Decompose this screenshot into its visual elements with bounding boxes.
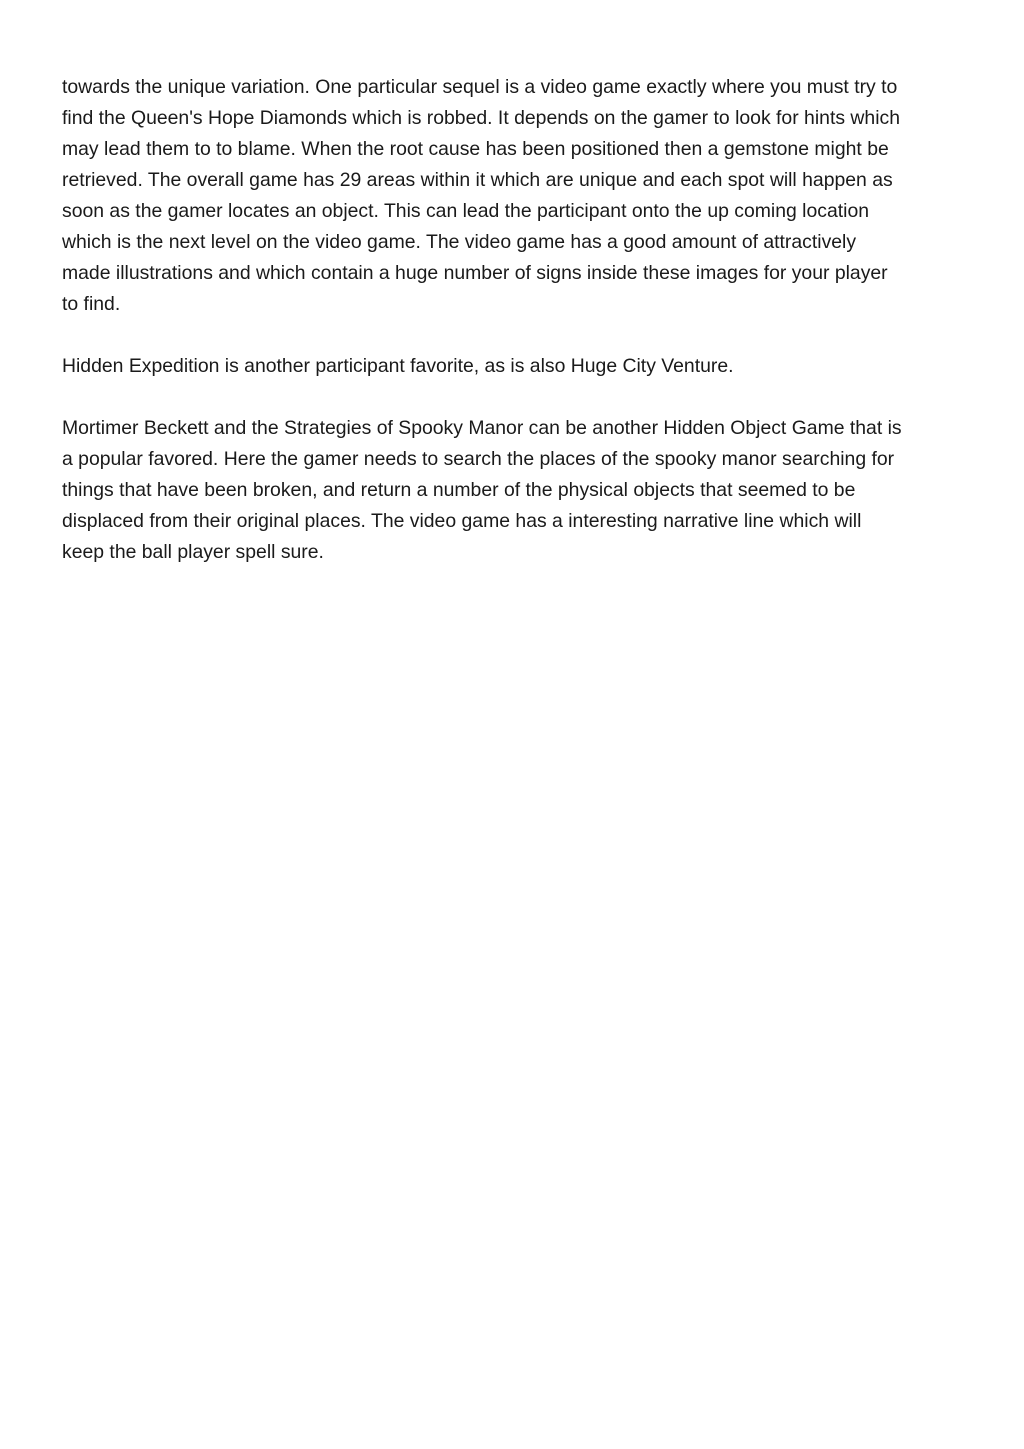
paragraph-line: displaced from their original places. The video game has a interesting narrative line which will xyxy=(62,510,862,532)
paragraph-line: a popular favored. Here the gamer needs to search the places of the spooky manor searching for xyxy=(62,448,895,470)
paragraph-line: Hidden Expedition is another participant favorite, as is also Huge City Venture. xyxy=(62,355,734,377)
paragraph-line: things that have been broken, and return a number of the physical objects that seemed to be xyxy=(62,479,856,501)
paragraph-line: which is the next level on the video game. The video game has a good amount of attractively xyxy=(62,231,857,253)
paragraph-2 xyxy=(62,351,962,382)
document-page xyxy=(62,72,962,599)
paragraph-line: made illustrations and which contain a huge number of signs inside these images for your player xyxy=(62,262,888,284)
paragraph-line: towards the unique variation. One particular sequel is a video game exactly where you must try to xyxy=(62,76,898,98)
paragraph-line: may lead them to to blame. When the root cause has been positioned then a gemstone might be xyxy=(62,138,889,160)
paragraph-line: soon as the gamer locates an object. This can lead the participant onto the up coming location xyxy=(62,200,870,222)
paragraph-line: find the Queen's Hope Diamonds which is robbed. It depends on the gamer to look for hints which xyxy=(62,107,900,129)
paragraph-line: to find. xyxy=(62,293,121,315)
paragraph-line: Mortimer Beckett and the Strategies of Spooky Manor can be another Hidden Object Game that is xyxy=(62,417,902,439)
paragraph-1 xyxy=(62,72,962,320)
paragraph-line: retrieved. The overall game has 29 areas within it which are unique and each spot will happen as xyxy=(62,169,893,191)
paragraph-3 xyxy=(62,413,962,568)
paragraph-line: keep the ball player spell sure. xyxy=(62,541,324,563)
